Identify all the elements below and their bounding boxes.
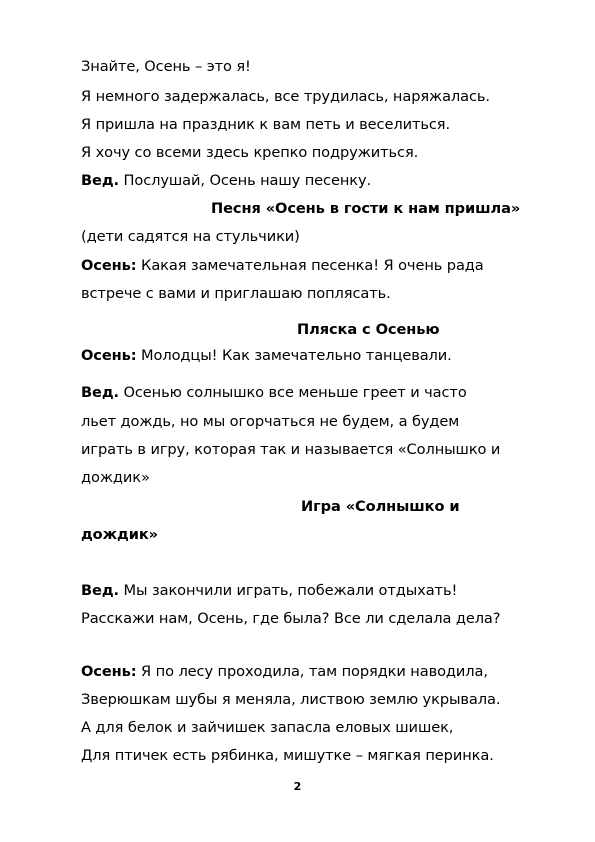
speaker-label: Вед. bbox=[81, 384, 119, 401]
dialogue-line: играть в игру, которая так и называется «Солнышко и bbox=[81, 441, 501, 458]
dialogue-text: Мы закончили играть, побежали отдыхать! bbox=[118, 582, 458, 599]
dialogue-text: Молодцы! Как замечательно танцевали. bbox=[136, 347, 452, 364]
page-number: 2 bbox=[293, 780, 302, 793]
dialogue-line bbox=[81, 581, 457, 601]
stage-direction: (дети садятся на стульчики) bbox=[81, 228, 300, 245]
dialogue-line: Расскажи нам, Осень, где была? Все ли сделала дела? bbox=[81, 610, 501, 627]
speaker-label: Вед. bbox=[81, 582, 119, 599]
poem-line: А для белок и зайчишек запасла еловых шишек, bbox=[81, 719, 454, 736]
dialogue-text: Послушай, Осень нашу песенку. bbox=[118, 172, 372, 189]
speaker-label: Осень: bbox=[81, 257, 137, 274]
dialogue-line bbox=[81, 171, 371, 191]
section-heading: Пляска с Осенью bbox=[297, 321, 440, 338]
section-heading: дождик» bbox=[81, 526, 158, 543]
poem-line: Я немного задержалась, все трудилась, наряжалась. bbox=[81, 88, 490, 105]
section-heading: Песня «Осень в гости к нам пришла» bbox=[211, 200, 521, 217]
section-heading: Игра «Солнышко и bbox=[301, 498, 460, 515]
poem-line: Знайте, Осень – это я! bbox=[81, 58, 251, 75]
dialogue-text: Осенью солнышко все меньше греет и часто bbox=[118, 384, 467, 401]
dialogue-line bbox=[81, 662, 488, 682]
poem-line: Зверюшкам шубы я меняла, листвою землю укрывала. bbox=[81, 691, 501, 708]
dialogue-line bbox=[81, 256, 484, 276]
poem-line: Я хочу со всеми здесь крепко подружиться. bbox=[81, 144, 419, 161]
poem-line: Я пришла на праздник к вам петь и веселиться. bbox=[81, 116, 451, 133]
dialogue-line bbox=[81, 346, 452, 366]
dialogue-line: льет дождь, но мы огорчаться не будем, а будем bbox=[81, 413, 460, 430]
dialogue-text: Я по лесу проходила, там порядки наводила, bbox=[136, 663, 488, 680]
speaker-label: Вед. bbox=[81, 172, 119, 189]
speaker-label: Осень: bbox=[81, 663, 137, 680]
poem-line: Для птичек есть рябинка, мишутке – мягкая перинка. bbox=[81, 747, 494, 764]
speaker-label: Осень: bbox=[81, 347, 137, 364]
dialogue-line bbox=[81, 383, 467, 403]
dialogue-text: Какая замечательная песенка! Я очень рада bbox=[136, 257, 484, 274]
dialogue-line: встрече с вами и приглашаю поплясать. bbox=[81, 285, 391, 302]
dialogue-line: дождик» bbox=[81, 469, 150, 486]
